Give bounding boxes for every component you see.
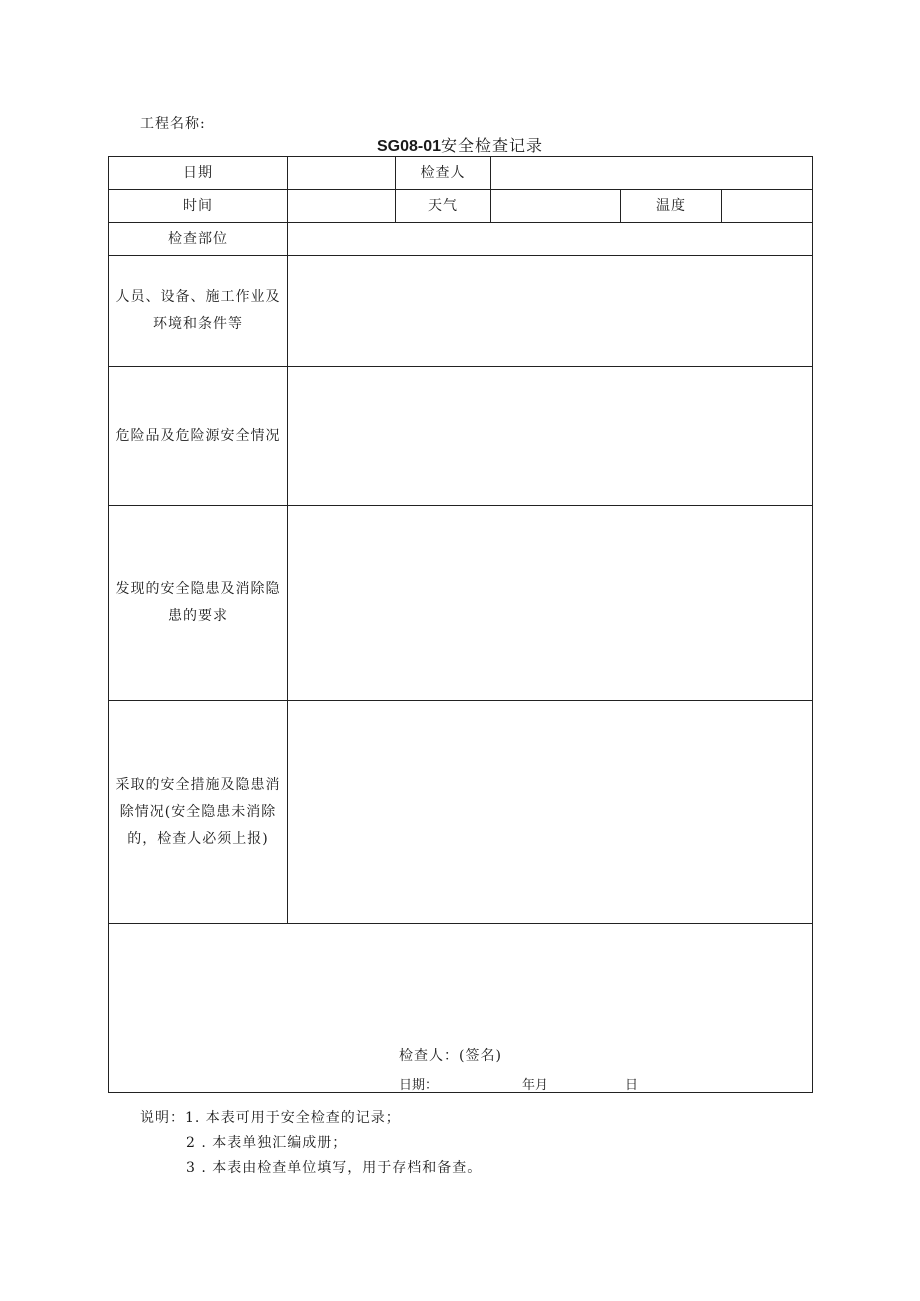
signature-date-label: 日期： bbox=[399, 1078, 439, 1093]
row-personnel bbox=[109, 256, 813, 367]
signature-day: 日 bbox=[625, 1078, 639, 1093]
temperature-value-cell[interactable] bbox=[722, 190, 813, 223]
notes bbox=[140, 1106, 482, 1181]
form-code: SG08-01 bbox=[376, 138, 442, 155]
row-location bbox=[109, 223, 813, 256]
inspector-signature: 检查人：(签名) bbox=[399, 1048, 502, 1064]
personnel-value-cell[interactable] bbox=[288, 256, 813, 367]
inspection-form-table bbox=[108, 156, 813, 1093]
row-time bbox=[109, 190, 813, 223]
hazard-value-cell[interactable] bbox=[288, 367, 813, 506]
inspector-value-cell[interactable] bbox=[491, 157, 813, 190]
row-found-hazards bbox=[109, 506, 813, 701]
signature-year-month: 年月 bbox=[522, 1078, 549, 1093]
personnel-label: 人员、设备、施工作业及环境和条件等 bbox=[109, 256, 288, 367]
found-hazards-label: 发现的安全隐患及消除隐患的要求 bbox=[109, 506, 288, 701]
signature-date-line bbox=[399, 1074, 638, 1093]
date-label: 日期 bbox=[109, 157, 288, 190]
found-hazards-value-cell[interactable] bbox=[288, 506, 813, 701]
temperature-label: 温度 bbox=[621, 190, 722, 223]
row-measures bbox=[109, 701, 813, 924]
date-value-cell[interactable] bbox=[288, 157, 396, 190]
row-date bbox=[109, 157, 813, 190]
time-label: 时间 bbox=[109, 190, 288, 223]
project-name-label: 工程名称: bbox=[140, 116, 206, 132]
note-2: 2 . 本表单独汇编成册； bbox=[186, 1135, 348, 1151]
inspector-label: 检查人 bbox=[396, 157, 491, 190]
time-value-cell[interactable] bbox=[288, 190, 396, 223]
row-signature bbox=[109, 924, 813, 1093]
form-title-text: 安全检查记录 bbox=[441, 136, 544, 155]
location-label: 检查部位 bbox=[109, 223, 288, 256]
form-title bbox=[0, 133, 920, 156]
measures-value-cell[interactable] bbox=[288, 701, 813, 924]
row-hazard bbox=[109, 367, 813, 506]
note-3: 3 . 本表由检查单位填写，用于存档和备查。 bbox=[186, 1160, 483, 1176]
location-value-cell[interactable] bbox=[288, 223, 813, 256]
weather-label: 天气 bbox=[396, 190, 491, 223]
weather-value-cell[interactable] bbox=[491, 190, 621, 223]
measures-label: 采取的安全措施及隐患消除情况(安全隐患未消除的，检查人必须上报) bbox=[109, 701, 288, 924]
note-1: 说明：1. 本表可用于安全检查的记录； bbox=[140, 1110, 401, 1126]
signature-cell[interactable] bbox=[109, 924, 813, 1093]
hazard-label: 危险品及危险源安全情况 bbox=[109, 367, 288, 506]
